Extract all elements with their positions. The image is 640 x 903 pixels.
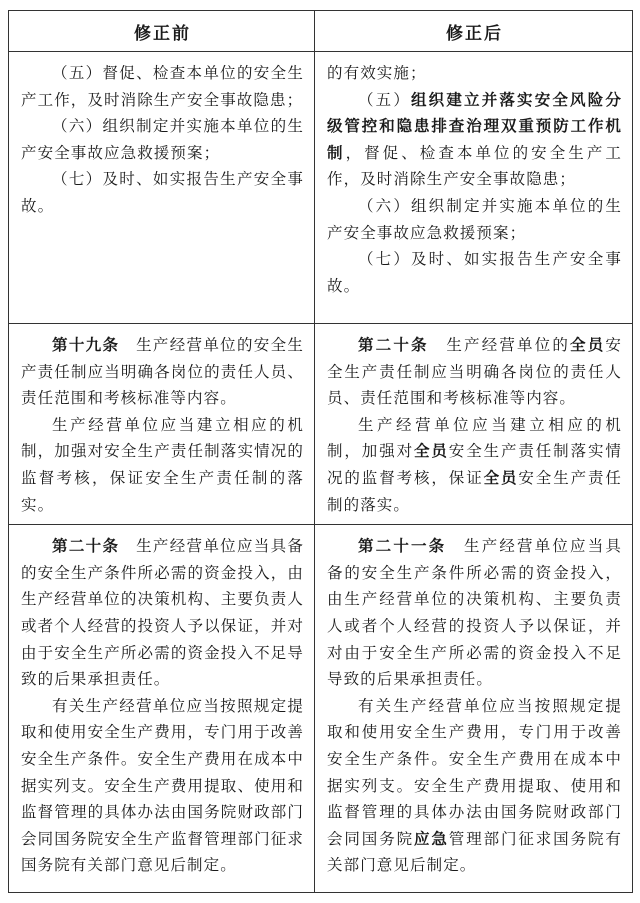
paragraph <box>21 693 304 879</box>
table-row <box>9 324 633 525</box>
emphasized-text: 第十九条 <box>52 336 120 354</box>
text-run: （七）及时、如实报告生产安全事故。 <box>21 170 304 215</box>
text-run: 生产经营单位应当具备的安全生产条件所必需的资金投入，由生产经营单位的决策机构、主要负责人或者个人经营的投资人予以保证，并对由于安全生产所必需的资金投入不足导致的后果承担责任。 <box>21 537 304 689</box>
text-run: 生产经营单位应当建立相应的机制，加强对 <box>327 415 622 461</box>
table-row <box>9 525 633 893</box>
cell-after <box>315 52 633 324</box>
emphasized-text: 第二十条 <box>52 537 120 556</box>
text-run: 有关生产经营单位应当按照规定提取和使用安全生产费用，专门用于改善安全生产条件。安全生产费用在成本中据实列支。安全生产费用提取、使用和监督管理的具体办法由国务院财政部门会同国务院安全生产监督管理部门征求国务院有关部门意见后制定。 <box>21 696 304 875</box>
cell-after <box>315 525 633 893</box>
emphasized-text: 第二十条 <box>358 336 429 354</box>
text-run: ，督促、检查本单位的安全生产工作，及时消除生产安全事故隐患； <box>327 143 622 189</box>
cell-before <box>9 52 315 324</box>
paragraph <box>327 533 622 693</box>
emphasized-text: 组织建立并落实安全风险分级管控和隐患排查治理双重预防工作机制 <box>327 90 622 162</box>
cell-before <box>9 525 315 893</box>
comparison-table <box>8 10 633 893</box>
paragraph <box>21 113 304 166</box>
paragraph <box>327 60 622 87</box>
emphasized-text: 全员 <box>414 442 449 461</box>
paragraph <box>327 412 622 518</box>
paragraph <box>21 412 304 518</box>
emphasized-text: 全员 <box>570 336 606 354</box>
paragraph <box>327 332 622 412</box>
text-run: 生产经营单位应当具备的安全生产条件所必需的资金投入，由生产经营单位的决策机构、主要负责人或者个人经营的投资人予以保证，并对由于安全生产所必需的资金投入不足导致的后果承担责任。 <box>327 537 622 689</box>
cell-after <box>315 324 633 525</box>
text-run: （七）及时、如实报告生产安全事故。 <box>327 250 622 295</box>
text-run: 管理部门征求国务院有关部门意见后制定。 <box>327 829 622 875</box>
header-after: 修正后 <box>315 11 633 52</box>
text-run: 有关生产经营单位应当按照规定提取和使用安全生产费用，专门用于改善安全生产条件。安全生产费用在成本中据实列支。安全生产费用提取、使用和监督管理的具体办法由国务院财政部门会同国务院 <box>327 696 622 848</box>
text-run: （五）督促、检查本单位的安全生产工作，及时消除生产安全事故隐患； <box>21 64 304 109</box>
text-run: 生产经营单位的 <box>428 336 571 354</box>
text-run: 的有效实施； <box>327 64 427 82</box>
paragraph <box>327 693 622 879</box>
paragraph <box>21 332 304 412</box>
text-run: （六）组织制定并实施本单位的生产安全事故应急救援预案； <box>21 117 304 162</box>
emphasized-text: 第二十一条 <box>358 537 447 556</box>
text-run: 生产经营单位的安全生产责任制应当明确各岗位的责任人员、责任范围和考核标准等内容。 <box>21 336 304 408</box>
text-run: 安全生产责任制落实情况的监督考核，保证 <box>327 442 622 487</box>
text-run: 生产经营单位应当建立相应的机制，加强对安全生产责任制落实情况的监督考核，保证安全生产责任制的落实。 <box>21 415 304 514</box>
text-run: （六）组织制定并实施本单位的生产安全事故应急救援预案； <box>327 196 622 242</box>
paragraph <box>327 193 622 246</box>
paragraph <box>21 533 304 693</box>
cell-before <box>9 324 315 525</box>
header-before: 修正前 <box>9 11 315 52</box>
text-run: （五） <box>358 90 412 109</box>
paragraph <box>21 60 304 113</box>
emphasized-text: 应急 <box>414 829 449 848</box>
paragraph <box>327 87 622 193</box>
paragraph <box>21 166 304 219</box>
emphasized-text: 全员 <box>483 468 519 487</box>
paragraph <box>327 246 622 299</box>
text-run: 安全生产责任制的落实。 <box>327 468 623 514</box>
table-row <box>9 52 633 324</box>
header-row <box>9 11 633 52</box>
text-run: 安全生产责任制应当明确各岗位的责任人员、责任范围和考核标准等内容。 <box>327 336 622 408</box>
